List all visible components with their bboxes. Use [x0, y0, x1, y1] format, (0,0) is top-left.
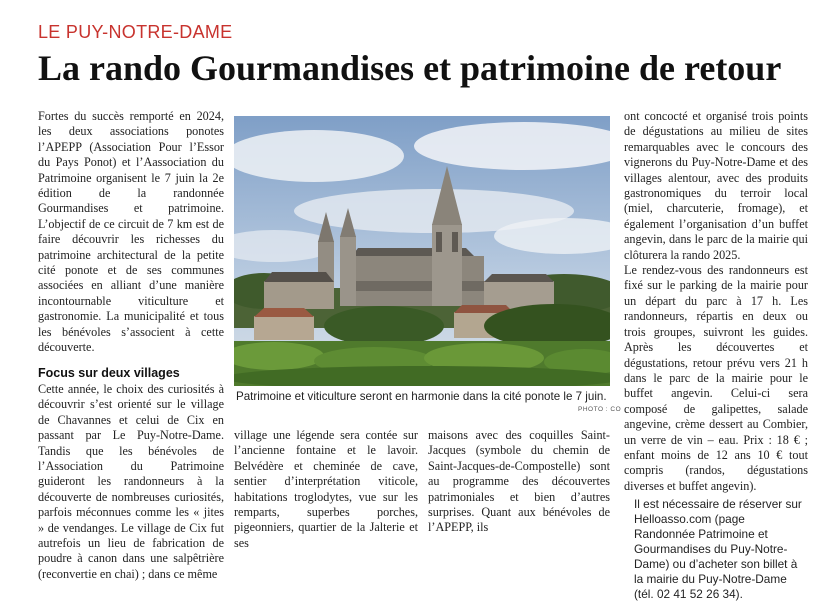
- photo-illustration: [234, 116, 610, 386]
- headline: La rando Gourmandises et patrimoine de retour: [38, 48, 782, 88]
- photo-caption: Patrimoine et viticulture seront en harmonie dans la cité ponote le 7 juin.: [236, 390, 607, 403]
- text-column-3: [428, 428, 610, 536]
- section-kicker: LE PUY-NOTRE-DAME: [38, 22, 233, 42]
- paragraph-villages: Cette année, le choix des curiosités à découvrir s’est orienté sur le village de Chavannes et celui de Cix en passant par Le Puy-Notre-Dame. Tandis que les bénévoles de l’Association du Patrimoine guideront les randonneurs à la découverte de nombreuses curiosités, parfois méconnues comme les « jites » de vendanges. Le village de Cix fut autrefois un lieu de fabrication de poudre à canon dans une salpêtrière (reconvertie en chai) ; dans ce même: [38, 381, 224, 581]
- paragraph-rendezvous: Le rendez-vous des randonneurs est fixé sur le parking de la mairie pour un départ du parc à 17 h. Les randonneurs, répartis en deux ou trois groupes, suivront les guides. Après les découvertes et dégustations, retour prévu vers 21 h dans le parc de la mairie pour le buffet angevin. Celui-ci sera composé de galipettes, salade angevine, crème dessert au Combier, un verre de vin – eau. Prix : 18 € ; enfant moins de 12 ans 10 € tout compris (randos, dégustations diverses et buffet angevin).: [624, 263, 808, 493]
- paragraph-discoveries: maisons avec des coquilles Saint-Jacques (symbole du chemin de Saint-Jacques-de-Compostelle) sont au programme des découvertes patrimoniales et bien d’autres surprises. Quant aux bénévoles de l’APEPP, ils: [428, 428, 610, 535]
- text-column-4: [624, 109, 808, 602]
- text-column-1: [38, 109, 224, 582]
- paragraph-intro: Fortes du succès remporté en 2024, les deux associations ponotes l’APEPP (Association Pour l’Essor du Pays Ponot) et l’Aassociation du Patrimoine organisent le 7 juin la 2e édition de la randonnée Gourmandises et patrimoine. L’objectif de ce circuit de 7 km est de faire découvrir les richesses du patrimoine architectural de la petite cité ponote et de ses communes associées en alliant d’une manière incontournable viticulture et gastronomie. La municipalité et tous les bénévoles s’associent à cette découverte.: [38, 109, 224, 355]
- paragraph-booking: Il est nécessaire de réserver sur Helloasso.com (page Randonnée Patrimoine et Gourmandises du Puy-Notre-Dame) ou d’acheter son billet à la mairie du Puy-Notre-Dame (tél. 02 41 52 26 34).: [634, 497, 802, 602]
- subheading: Focus sur deux villages: [38, 365, 180, 380]
- church-photo: [234, 116, 610, 386]
- paragraph-tastings: ont concocté et organisé trois points de dégustations au milieu de sites remarquables avec le concours des vignerons du Puy-Notre-Dame et des villages alentour, avec des produits gastronomiques du terroir local (miel, charcuterie, fromage), et également l’organisation d’un buffet angevin, dans le parc de la mairie qui clôturera la rando 2025.: [624, 109, 808, 262]
- text-column-2: [234, 428, 418, 551]
- paragraph-legend: village une légende sera contée sur l’ancienne fontaine et le lavoir. Belvédère et cheminée de cave, sentier d’interprétation viticole, habitations troglodytes, vue sur les remparts, superbes porches, pigeonniers, quartier de la Jalterie et ses: [234, 428, 418, 550]
- photo-credit: PHOTO : CO: [578, 406, 622, 413]
